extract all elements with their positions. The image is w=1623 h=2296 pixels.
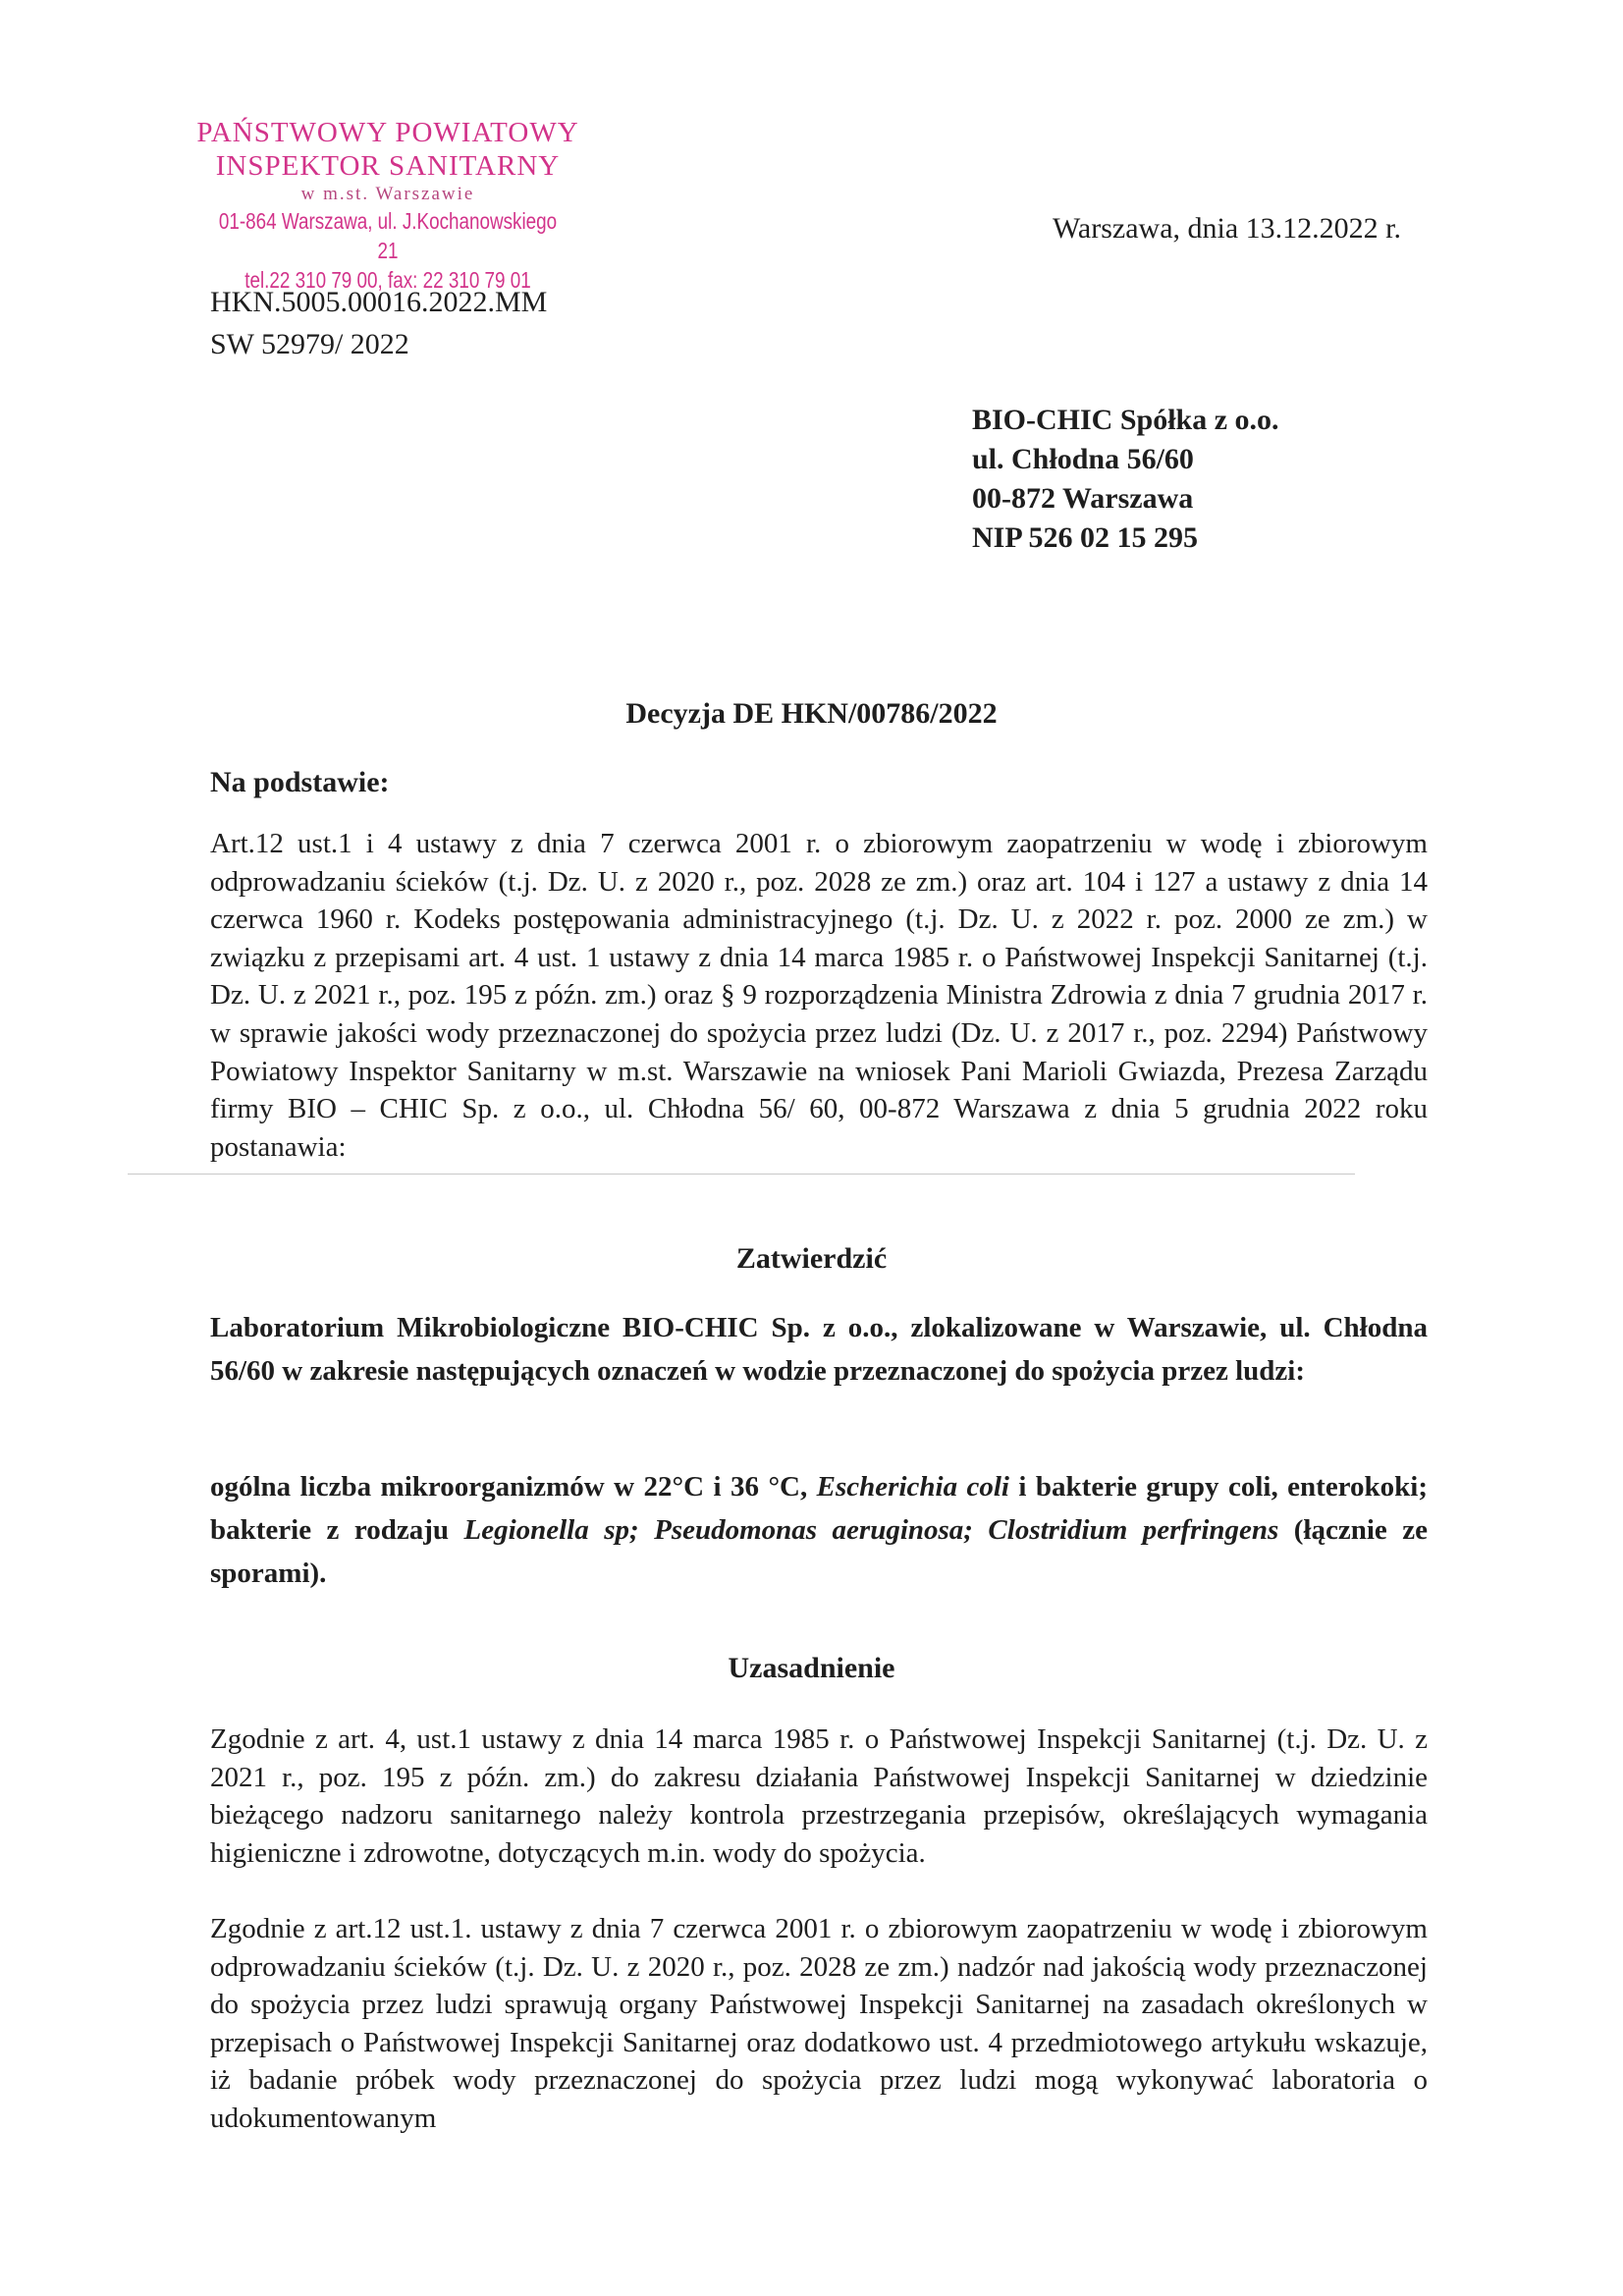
recipient-nip: NIP 526 02 15 295 bbox=[972, 521, 1199, 554]
scope-species-2: Legionella sp; Pseudomonas aeruginosa; Clostridium perfringens bbox=[463, 1514, 1279, 1546]
inspector-stamp bbox=[182, 116, 594, 295]
laboratory-paragraph: Laboratorium Mikrobiologiczne BIO-CHIC Sp. z o.o., zlokalizowane w Warszawie, ul. Chłodna 56/60 w zakresie następujących oznaczeń w wodzie przeznaczonej do spożycia przez ludzi: bbox=[210, 1312, 1428, 1387]
stamp-line-1: PAŃSTWOWY POWIATOWY bbox=[196, 117, 579, 148]
case-reference: HKN.5005.00016.2022.MM bbox=[210, 286, 548, 318]
justification-heading: Uzasadnienie bbox=[728, 1652, 895, 1684]
scope-paragraph bbox=[210, 1465, 1428, 1595]
approve-heading: Zatwierdzić bbox=[735, 1242, 888, 1275]
stamp-address: 01-864 Warszawa, ul. J.Kochanowskiego 21 bbox=[218, 208, 558, 263]
basis-paragraph: Art.12 ust.1 i 4 ustawy z dnia 7 czerwca 2001 r. o zbiorowym zaopatrzeniu w wodę i zbiorowym odprowadzaniu ścieków (t.j. Dz. U. z 2020 r., poz. 2028 ze zm.) oraz art. 104 i 127 a ustawy z dnia 14 czerwca 1960 r. Kodeks postępowania administracyjnego (t.j. Dz. U. z 2022 r. poz. 2000 ze zm.) w związku z przepisami art. 4 ust. 1 ustawy z dnia 14 marca 1985 r. o Państwowej Inspekcji Sanitarnej (t.j. Dz. U. z 2021 r., poz. 195 z późn. zm.) oraz § 9 rozporządzenia Ministra Zdrowia z dnia 7 grudnia 2017 r. w sprawie jakości wody przeznaczonej do spożycia przez ludzi (Dz. U. z 2017 r., poz. 2294) Państwowy Powiatowy Inspektor Sanitarny w m.st. Warszawie na wniosek Pani Marioli Gwiazda, Prezesa Zarządu firmy BIO – CHIC Sp. z o.o., ul. Chłodna 56/ 60, 00-872 Warszawa z dnia 5 grudnia 2022 roku postanawia: bbox=[210, 828, 1428, 1163]
recipient-address bbox=[972, 401, 1279, 558]
basis-heading: Na podstawie: bbox=[210, 766, 390, 798]
decision-title: Decyzja DE HKN/00786/2022 bbox=[625, 697, 998, 730]
justification-paragraph-2: Zgodnie z art.12 ust.1. ustawy z dnia 7 czerwca 2001 r. o zbiorowym zaopatrzeniu w wodę i zbiorowym odprowadzaniu ścieków (t.j. Dz. U. z 2020 r., poz. 2028 ze zm.) nadzór nad jakością wody przeznaczonej do spożycia przez ludzi sprawują organy Państwowej Inspekcji Sanitarnej na zasadach określonych w przepisach o Państwowej Inspekcji Sanitarnej oraz dodatkowo ust. 4 przedmiotowego artykułu wskazuje, iż badanie próbek wody przeznaczonej do spożycia przez ludzi mogą wykonywać laboratoria o udokumentowanym bbox=[210, 1913, 1428, 2134]
stamp-line-3: w m.st. Warszawie bbox=[300, 184, 475, 204]
stamp-phone-fax: tel.22 310 79 00, fax: 22 310 79 01 bbox=[244, 267, 531, 293]
scope-text-3: (łącznie ze sporami). bbox=[210, 1514, 1428, 1589]
sw-reference: SW 52979/ 2022 bbox=[210, 328, 409, 360]
recipient-city: 00-872 Warszawa bbox=[972, 482, 1194, 515]
justification-paragraph-1: Zgodnie z art. 4, ust.1 ustawy z dnia 14 marca 1985 r. o Państwowej Inspekcji Sanitarnej (t.j. Dz. U. z 2021 r., poz. 195 z późn. zm.) do zakresu działania Państwowej Inspekcji Sanitarnej w dziedzinie bieżącego nadzoru sanitarnego należy kontrola przestrzegania przepisów, określających wymagania higieniczne i zdrowotne, dotyczących m.in. wody do spożycia. bbox=[210, 1723, 1428, 1869]
stamp-line-2: INSPEKTOR SANITARNY bbox=[215, 150, 561, 182]
recipient-company: BIO-CHIC Spółka z o.o. bbox=[972, 404, 1279, 436]
document-date: Warszawa, dnia 13.12.2022 r. bbox=[1053, 212, 1401, 245]
scan-artifact-line bbox=[128, 1174, 1355, 1175]
scope-species-1: Escherichia coli bbox=[816, 1471, 1009, 1503]
scope-text-1: ogólna liczba mikroorganizmów w 22°C i 36 °C, bbox=[210, 1471, 817, 1503]
scope-text-2: i bakterie grupy coli, enterokoki; bakterie z rodzaju bbox=[210, 1471, 1429, 1546]
recipient-street: ul. Chłodna 56/60 bbox=[972, 443, 1194, 475]
